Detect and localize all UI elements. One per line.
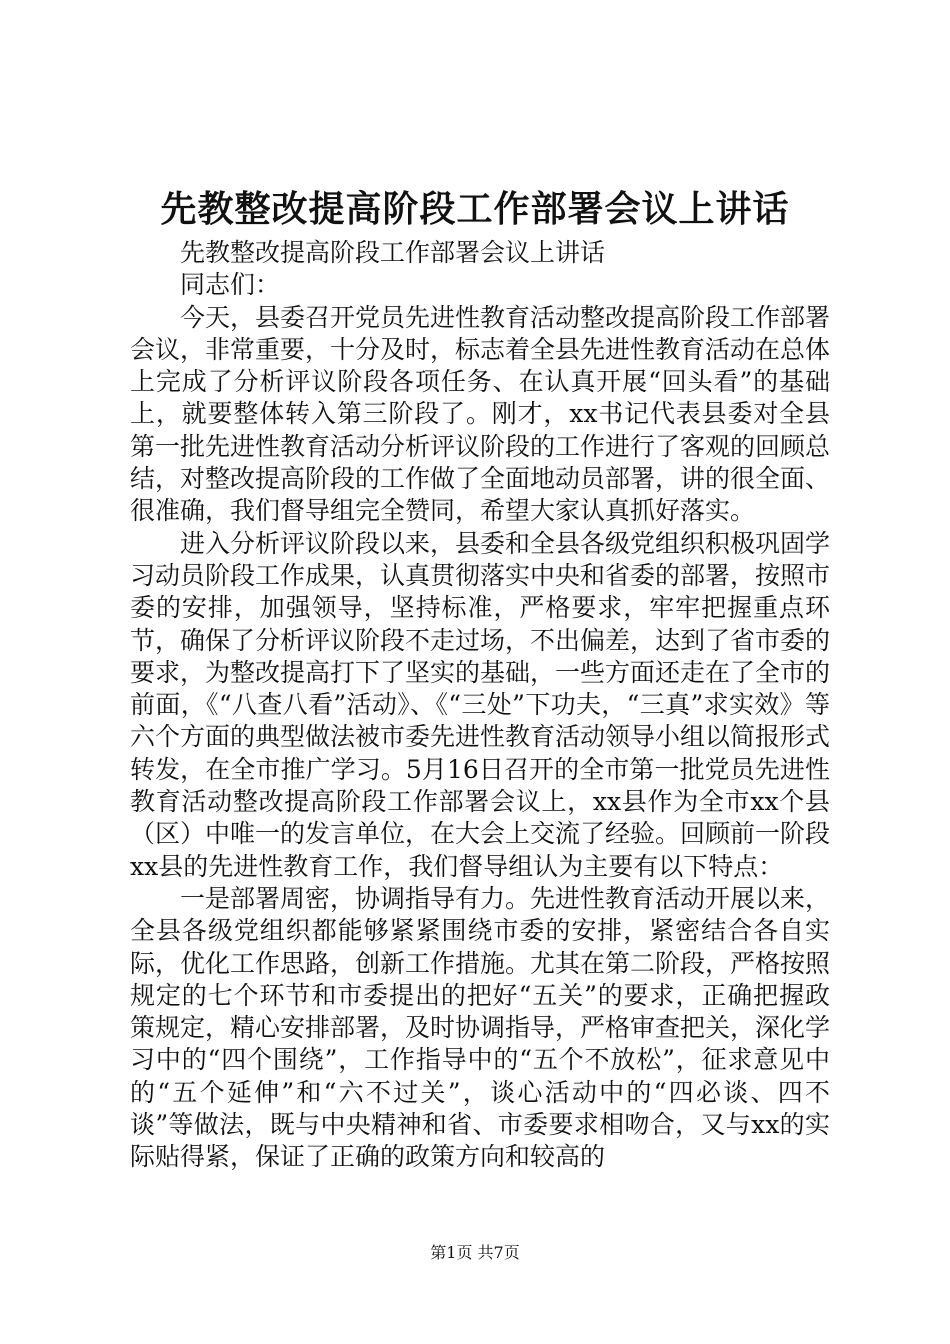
document-subtitle: 先教整改提高阶段工作部署会议上讲话 bbox=[180, 238, 606, 267]
document-title: 先教整改提高阶段工作部署会议上讲话 bbox=[160, 188, 790, 230]
salutation: 同志们： bbox=[180, 270, 281, 300]
page-number-footer: 第1页 共7页 bbox=[430, 1243, 520, 1262]
paragraph-1: 今天，县委召开党员先进性教育活动整改提高阶段工作部署会议，非常重要，十分及时，标志着全县先进性教育活动在总体上完成了分析评议阶段各项任务、在认真开展“回头看”的基础上，就要整体转入第三阶段了。刚才，xx书记代表县委对全县第一批先进性教育活动分析评议阶段的工作进行了客观的回顾总结，对整改提高阶段的工作做了全面地动员部署，讲的很全面、很准确，我们督导组完全赞同，希望大家认真抓好落实。 bbox=[130, 302, 831, 526]
paragraph-2: 进入分析评议阶段以来，县委和全县各级党组织积极巩固学习动员阶段工作成果，认真贯彻落实中央和省委的部署，按照市委的安排，加强领导，坚持标准，严格要求，牢牢把握重点环节，确保了分析评议阶段不走过场，不出偏差，达到了省市委的要求，为整改提高打下了坚实的基础，一些方面还走在了全市的前面，《“八查八看”活动》、《“三处”下功夫，“三真”求实效》等六个方面的典型做法被市委先进性教育活动领导小组以简报形式转发，在全市推广学习。5月16日召开的全市第一批党员先进性教育活动整改提高阶段工作部署会议上，xx县作为全市xx个县（区）中唯一的发言单位，在大会上交流了经验。回顾前一阶段xx县的先进性教育工作，我们督导组认为主要有以下特点： bbox=[130, 528, 831, 881]
paragraph-3: 一是部署周密，协调指导有力。先进性教育活动开展以来，全县各级党组织都能够紧紧围绕市委的安排，紧密结合各自实际，优化工作思路，创新工作措施。尤其在第二阶段，严格按照规定的七个环节和市委提出的把好“五关”的要求，正确把握政策规定，精心安排部署，及时协调指导，严格审查把关，深化学习中的“四个围绕”，工作指导中的“五个不放松”，征求意见中的“五个延伸”和“六不过关”，谈心活动中的“四必谈、四不谈”等做法，既与中央精神和省、市委要求相吻合，又与xx的实际贴得紧，保证了正确的政策方向和较高的 bbox=[130, 883, 831, 1172]
document-body bbox=[130, 237, 830, 1174]
